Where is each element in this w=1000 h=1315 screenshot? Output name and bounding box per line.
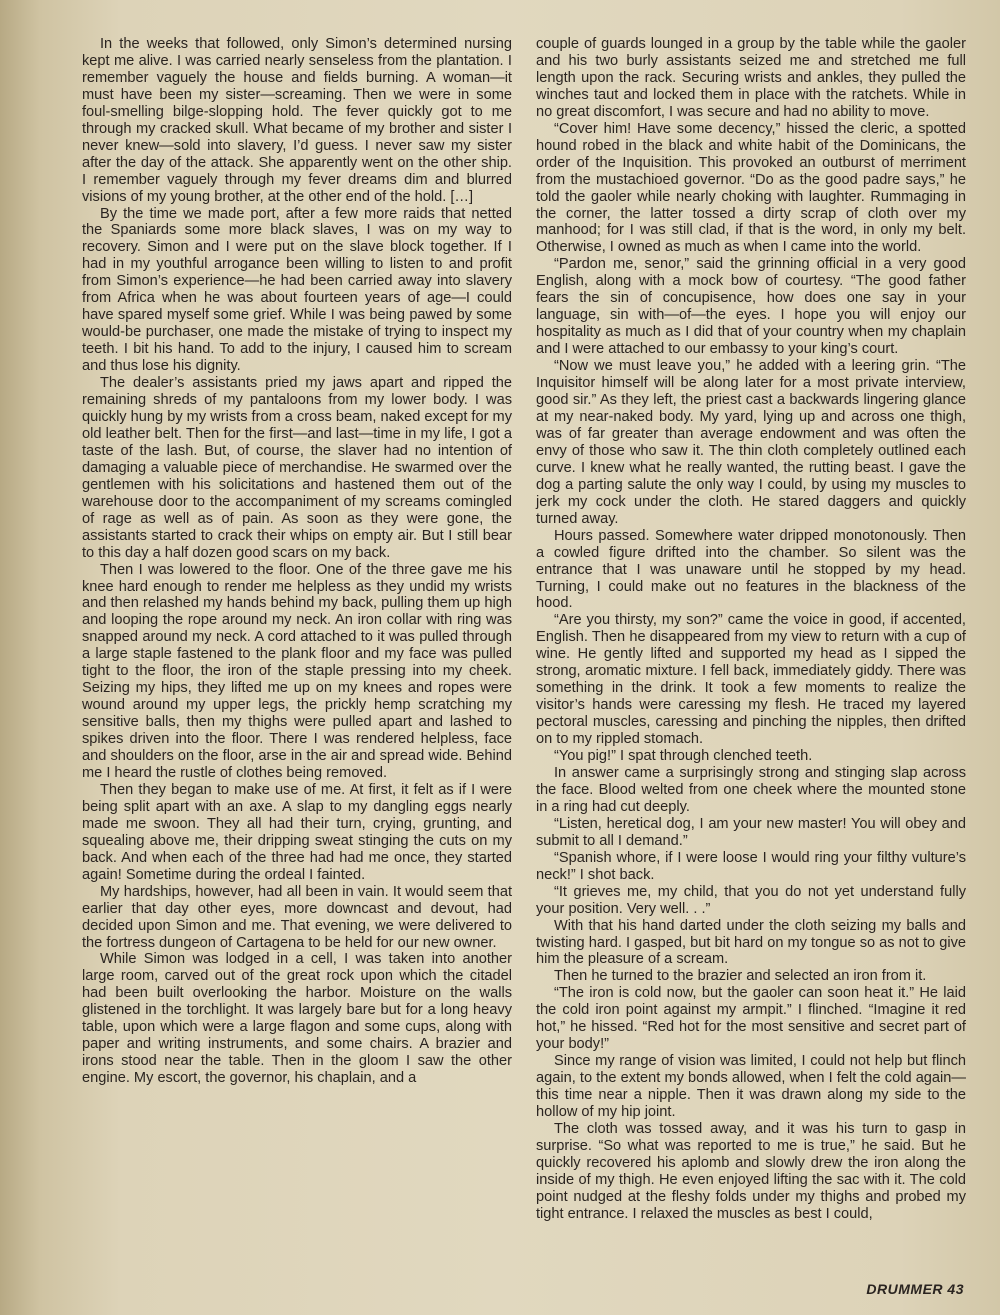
paragraph: In answer came a surprisingly strong and stinging slap across the face. Blood welted from one cheek where the mounted stone in a ring had cut deeply. bbox=[536, 764, 966, 815]
magazine-name: DRUMMER bbox=[866, 1281, 944, 1297]
paragraph: My hardships, however, had all been in vain. It would seem that earlier that day other eyes, more downcast and devout, had decided upon Simon and me. That evening, we were delivered to the fortress dungeon of Cartagena to be held for our new owner. bbox=[82, 883, 512, 951]
paragraph: Then he turned to the brazier and selected an iron from it. bbox=[554, 968, 927, 985]
paragraph: “It grieves me, my child, that you do not yet understand fully your position. Very well. . .” bbox=[536, 883, 966, 917]
paragraph: While Simon was lodged in a cell, I was taken into another large room, carved out of the great rock upon which the citadel had been built overlooking the harbor. Moisture on the walls glistened in the torchlight. It was largely bare but for a long heavy table, upon which were a large flagon and some cups, along with paper and writing instruments, and some chairs. A brazier and irons stood near the table. Then in the gloom I saw the other engine. My escort, the governor, his chaplain, and a bbox=[82, 951, 512, 1087]
paragraph: Then they began to make use of me. At first, it felt as if I were being split apart with an axe. A slap to my dangling eggs nearly made me swoon. They all had their turn, crying, grunting, and squealing above me, their dripping sweat stinging the cuts on my back. And when each of the three had had me once, they started again! Sometime during the ordeal I fainted. bbox=[82, 781, 512, 883]
paragraph: couple of guards lounged in a group by the table while the gaoler and his two burly assistants seized me and stretched me full length upon the rack. Securing wrists and ankles, they pulled the winches taut and locked them in place with the ratchets. While in no great discomfort, I was secure and had no ability to move. bbox=[536, 36, 966, 120]
page-number: 43 bbox=[947, 1281, 964, 1297]
paragraph: By the time we made port, after a few more raids that netted the Spaniards some more black slaves, I was on my way to recovery. Simon and I were put on the slave block together. If I had in my youthful arrogance been willing to listen to and profit from Simon’s experience—he had been carried away into slavery from Africa when he was about fourteen years of age—I could have spared myself some grief. While I was being pawed by some would-be purchaser, one made the mistake of trying to inspect my teeth. I bit his hand. To add to the injury, I caused him to scream and thus lose his dignity. bbox=[82, 205, 512, 375]
paragraph: “Now we must leave you,” he added with a leering grin. “The Inquisitor himself will be along later for a most private interview, good sir.” As they left, the priest cast a backwards lingering glance at my near-naked body. My yard, lying up and across one thigh, was of far greater than average endowment and was often the envy of those who saw it. The thin cloth completely outlined each curve. I knew what he really wanted, the rutting beast. I gave the dog a parting salute the only way I could, by using my muscles to jerk my cock under the cloth. He stared daggers and quickly turned away. bbox=[536, 358, 966, 527]
paragraph: The cloth was tossed away, and it was his turn to gasp in surprise. “So what was reported to me is true,” he said. But he quickly recovered his aplomb and slowly drew the iron along the inside of my thigh. He even enjoyed lifting the sac with it. The cold point nudged at the fleshy folds under my thighs and probed my tight entrance. I relaxed the muscles as best I could, bbox=[536, 1121, 966, 1222]
paragraph: “Spanish whore, if I were loose I would ring your filthy vulture’s neck!” I shot back. bbox=[536, 849, 966, 883]
paragraph: “Listen, heretical dog, I am your new master! You will obey and submit to all I demand.” bbox=[536, 815, 966, 849]
paragraph: With that his hand darted under the cloth seizing my balls and twisting hard. I gasped, but bit hard on my tongue so as not to give him the pleasure of a scream. bbox=[536, 917, 966, 968]
paragraph: In the weeks that followed, only Simon’s determined nursing kept me alive. I was carried nearly senseless from the plantation. I remember vaguely the house and fields burning. A woman—it must have been my sister—screaming. Then we were in some foul-smelling bilge-slopping hold. The fever quickly got to me through my cracked skull. What became of my brother and sister I never knew—sold into slavery, I’d guess. I never saw my sister after the day of the attack. She apparently went on the other ship. I remember vaguely through my fever dreams dim and blurred visions of my young brother, at the other end of the hold. […] bbox=[82, 36, 512, 205]
left-text-column bbox=[82, 36, 512, 1087]
paragraph: “Pardon me, senor,” said the grinning official in a very good English, along with a mock bow of courtesy. “The good father fears the sin of concupisence, how does one say in your language, sin with—of—the eyes. I hope you will enjoy our hospitality as much as I did that of your country when my chaplain and I were attached to our embassy to your king’s court. bbox=[536, 256, 966, 358]
paragraph: The dealer’s assistants pried my jaws apart and ripped the remaining shreds of my pantaloons from my lower body. I was quickly hung by my wrists from a cross beam, naked except for my old leather belt. Then for the first—and last—time in my life, I got a taste of the lash. But, of course, the slaver had no intention of damaging a valuable piece of merchandise. He swarmed over the gentlemen with his solicitations and hastened them out of the warehouse door to the accompaniment of my screams comingled of rage as well as of pain. As soon as they were gone, the assistants started to crack their whips on empty air. But I still bear to this day a half dozen good scars on my back. bbox=[82, 375, 512, 561]
right-text-column bbox=[536, 36, 966, 1223]
paragraph: “You pig!” I spat through clenched teeth. bbox=[554, 748, 813, 765]
paragraph: “Cover him! Have some decency,” hissed the cleric, a spotted hound robed in the black and white habit of the Dominicans, the order of the Inquisition. This provoked an outburst of merriment from the mustachioed governor. “Do as the good padre says,” he told the gaoler while nearly choking with laughter. Rummaging in the corner, the latter tossed a dirty scrap of cloth over my manhood; for I was still clad, if that is the word, in only my belt. Otherwise, I owned as much as when I came into the world. bbox=[536, 120, 966, 256]
paragraph: Since my range of vision was limited, I could not help but flinch again, to the extent my bonds allowed, when I felt the cold again—this time near a nipple. Then it was drawn along my side to the hollow of my hip joint. bbox=[536, 1053, 966, 1121]
page-footer bbox=[866, 1281, 964, 1297]
paragraph: “The iron is cold now, but the gaoler can soon heat it.” He laid the cold iron point against my armpit.” I flinched. “Imagine it red hot,” he hissed. “Red hot for the most sensitive and secret part of your body!” bbox=[536, 985, 966, 1053]
paragraph: Then I was lowered to the floor. One of the three gave me his knee hard enough to render me helpless as they undid my wrists and then relashed my hands behind my back, pulling them up high and looping the rope around my neck. An iron collar with ring was snapped around my neck. A cord attached to it was pulled through a large staple fastened to the plank floor and my face was pulled tight to the floor, the iron of the staple pressing into my cheek. Seizing my hips, they lifted me up on my knees and ropes were wound around my upper legs, the prickly hemp scratching my sensitive balls, then my thighs were pulled apart and lashed to spikes driven into the floor. There I was rendered helpless, face and shoulders on the floor, arse in the air and spread wide. Behind me I heard the rustle of clothes being removed. bbox=[82, 561, 512, 781]
paragraph: Hours passed. Somewhere water dripped monotonously. Then a cowled figure drifted into the chamber. So silent was the entrance that I was unaware until he stopped by my head. Turning, I could make out no features in the blackness of the hood. bbox=[536, 527, 966, 612]
paragraph: “Are you thirsty, my son?” came the voice in good, if accented, English. Then he disappeared from my view to return with a cup of wine. He gently lifted and supported my head as I sipped the strong, aromatic mixture. I fell back, immediately giddy. There was something in the drink. It took a few moments to realize the visitor’s hands were caressing my flesh. He traced my layered pectoral muscles, caressing and pinching the nipples, then drifted on to my rippled stomach. bbox=[536, 612, 966, 748]
